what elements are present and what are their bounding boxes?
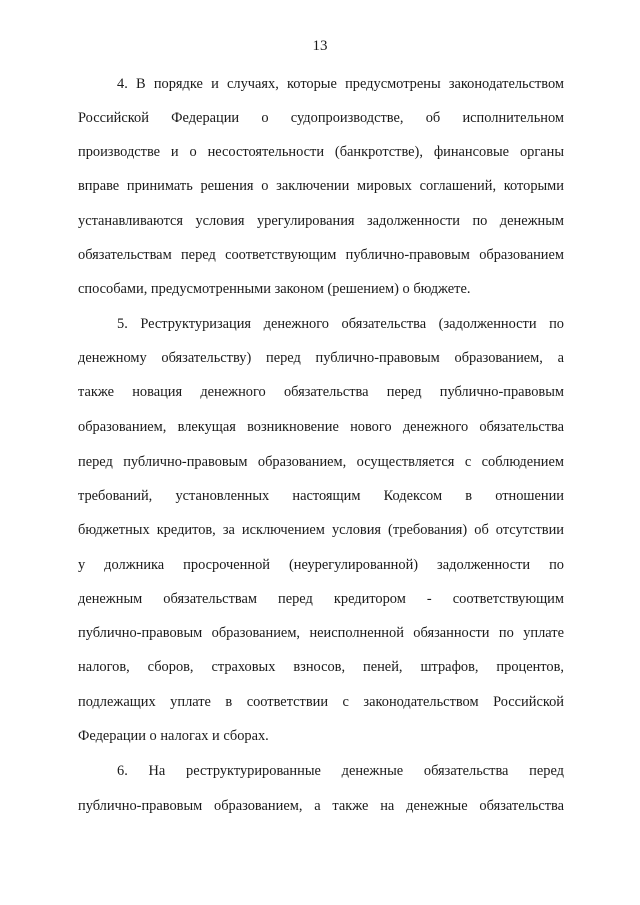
text-line: способами, предусмотренными законом (решением) о бюджете. (78, 281, 471, 297)
text-line: устанавливаются условия урегулирования задолженности по денежным (78, 213, 564, 229)
text-line: налогов, сборов, страховых взносов, пеней, штрафов, процентов, (78, 659, 564, 675)
text-line: обязательствам перед соответствующим публично-правовым образованием (78, 247, 564, 263)
text-line: Федерации о налогах и сборах. (78, 728, 269, 744)
text-line: денежному обязательству) перед публично-правовым образованием, а (78, 350, 564, 366)
text-line: подлежащих уплате в соответствии с законодательством Российской (78, 694, 564, 710)
text-line: также новация денежного обязательства перед публично-правовым (78, 384, 564, 400)
text-line: производстве и о несостоятельности (банкротстве), финансовые органы (78, 144, 564, 160)
text-line: Российской Федерации о судопроизводстве, об исполнительном (78, 110, 564, 126)
text-line: вправе принимать решения о заключении мировых соглашений, которыми (78, 178, 564, 194)
text-line: у должника просроченной (неурегулированной) задолженности по (78, 557, 564, 573)
text-line: бюджетных кредитов, за исключением условия (требования) об отсутствии (78, 522, 564, 538)
text-line: денежным обязательствам перед кредитором - соответствующим (78, 591, 564, 607)
text-line: 6. На реструктурированные денежные обязательства перед (117, 763, 564, 779)
text-line: 4. В порядке и случаях, которые предусмотрены законодательством (117, 76, 564, 92)
page-number: 13 (312, 38, 328, 54)
text-line: требований, установленных настоящим Кодексом в отношении (78, 488, 564, 504)
text-line: образованием, влекущая возникновение нового денежного обязательства (78, 419, 564, 435)
text-line: перед публично-правовым образованием, осуществляется с соблюдением (78, 454, 564, 470)
text-line: публично-правовым образованием, неисполненной обязанности по уплате (78, 625, 564, 641)
text-line: публично-правовым образованием, а также на денежные обязательства (78, 798, 564, 814)
text-line: 5. Реструктуризация денежного обязательства (задолженности по (117, 316, 564, 332)
